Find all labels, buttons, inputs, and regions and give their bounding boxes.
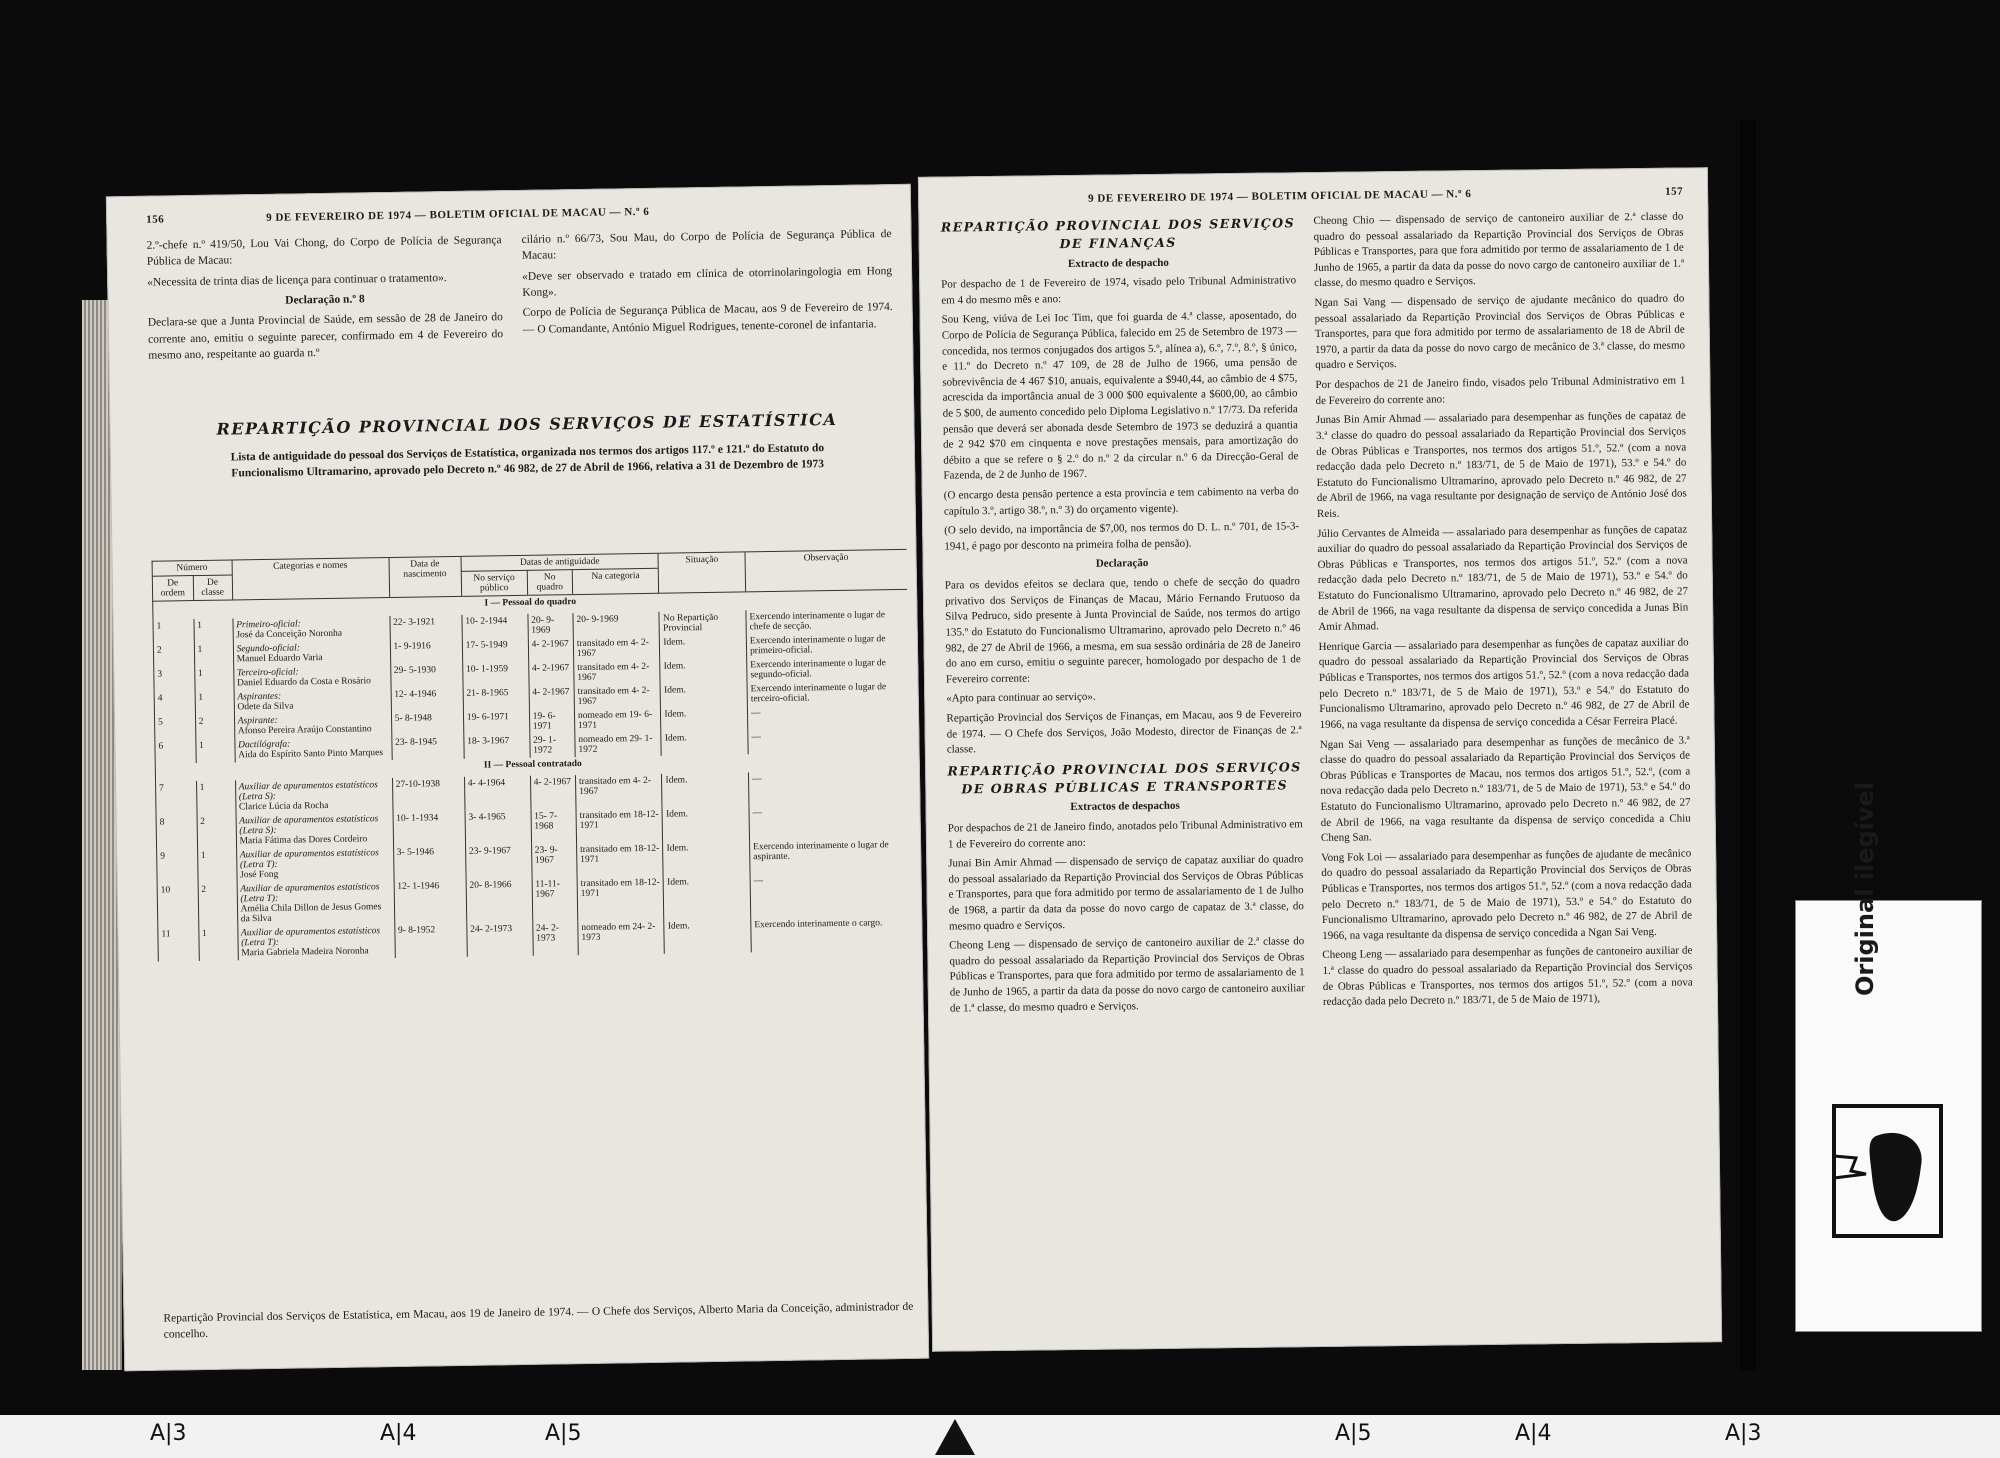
cell-classe: 1 bbox=[198, 926, 238, 961]
cell-observacao: Exercendo interinamente o lugar de chefe de secção. bbox=[746, 608, 908, 635]
col-situacao: Situação bbox=[658, 552, 745, 593]
employee-name: Maria Fátima das Dores Cordeiro bbox=[239, 834, 368, 847]
seniority-table bbox=[152, 549, 913, 962]
cell-situacao: Idem. bbox=[660, 658, 747, 683]
cell-quadro: 15- 7-1968 bbox=[531, 809, 577, 844]
col-servico: No serviço público bbox=[461, 570, 527, 596]
section-label: II — Pessoal contratado bbox=[155, 752, 910, 782]
cell-situacao: Idem. bbox=[660, 682, 747, 707]
category-label: Auxiliar de apuramentos estatísticos (Letra S): bbox=[238, 780, 378, 803]
cell-quadro: 19- 6-1971 bbox=[529, 709, 575, 734]
cell-quadro: 23- 9-1967 bbox=[531, 843, 577, 878]
stat-header: REPARTIÇÃO PROVINCIAL DOS SERVIÇOS DE ESTATÍSTICA bbox=[216, 409, 838, 439]
col-categorias: Categorias e nomes bbox=[232, 557, 390, 599]
cell-nascimento: 23- 8-1945 bbox=[391, 735, 464, 760]
col-nascimento: Data de nascimento bbox=[389, 556, 462, 597]
cell-observacao: — bbox=[750, 872, 912, 919]
cell-situacao: Idem. bbox=[664, 918, 751, 953]
cell-servico: 18- 3-1967 bbox=[464, 734, 530, 759]
cell-nascimento: 29- 5-1930 bbox=[390, 663, 463, 688]
cell-situacao: Idem. bbox=[663, 840, 750, 875]
paragraph: Junai Bin Amir Ahmad — dispensado de serviço de capataz auxiliar do quadro do pessoal assalariado da Repartição Provincial dos Serviços de Obras Públicas e Transportes, para que fora admitido por termo de assalariamento de 1 de Julho de 1968, a partir da data da posse do novo cargo de capataz de 3.ª classe, do mesmo quadro e Serviços. bbox=[948, 853, 1304, 933]
paragraph: Junas Bin Amir Ahmad — assalariado para desempenhar as funções de capataz de 3.ª classe do quadro do pessoal assalariado da Repartição Provincial dos Serviços de Obras Públicas e Transportes, nos termos dos artigos 51.º, 52.º (com a nova redacção dada pelo Decreto n.º 183/71, de 5 de Maio de 1971), 53.º e 54.º do Estatuto do Funcionalismo Ultramarino, aprovado pelo Decreto n.º 46 982, de 27 de Abril de 1966, na vaga resultante por designação de serviço de António José dos Reis. bbox=[1315, 409, 1687, 520]
cell-ordem: 7 bbox=[156, 781, 197, 816]
cell-nascimento: 12- 1-1946 bbox=[394, 879, 467, 924]
cell-category bbox=[234, 736, 391, 762]
extracts-title: Extractos de despachos bbox=[1070, 799, 1180, 814]
left-col-1 bbox=[146, 232, 503, 368]
cell-observacao: — bbox=[748, 770, 910, 807]
category-label: Aspirante: bbox=[237, 715, 278, 727]
cell-servico: 3- 4-1965 bbox=[465, 810, 531, 845]
paragraph: Para os devidos efeitos se declara que, tendo o chefe de secção do quadro privativo dos Serviços de Finanças de Macau, Mário Fernando Frutuoso da Silva Pedruco, sido presente à Junta Provincial de Saúde, nos termos do artigo 135.º do Estatuto do Funcionalismo Ultramarino, aprovado pelo Decreto n.º 46 982, de 27 de Abril de 1966, a mesma, em sua sessão ordinária de 28 de Janeiro do ano em curso, emitiu o seguinte parecer, homologado por despacho de 1 de Fevereiro corrente: bbox=[944, 575, 1301, 686]
right-col-1 bbox=[940, 214, 1305, 1020]
cell-observacao: Exercendo interinamente o lugar de primeiro-oficial. bbox=[746, 632, 908, 659]
cell-nascimento: 5- 8-1948 bbox=[391, 711, 464, 736]
cell-nascimento: 10- 1-1934 bbox=[393, 811, 466, 846]
category-label: Segundo-oficial: bbox=[236, 643, 300, 655]
strip-mark: A|5 bbox=[545, 1421, 582, 1446]
cell-ordem: 11 bbox=[158, 927, 199, 962]
cell-quadro: 4- 2-1967 bbox=[530, 775, 576, 810]
section-label: I — Pessoal do quadro bbox=[153, 589, 908, 619]
strip-mark: A|4 bbox=[1515, 1421, 1552, 1446]
employee-name: José Fong bbox=[240, 869, 279, 881]
paragraph: Declara-se que a Junta Provincial de Saúde, em sessão de 28 de Janeiro do corrente ano, emitiu o seguinte parecer, confirmado em 4 de Fevereiro do mesmo ano, respeitante ao guarda n.º bbox=[147, 311, 504, 362]
running-head-text: 9 DE FEVEREIRO DE 1974 — BOLETIM OFICIAL DE MACAU — N.º 6 bbox=[1088, 188, 1472, 205]
paragraph: (O encargo desta pensão pertence a esta província e tem cabimento na verba do capítulo 3.º, artigo 38.º, n.º 3) do orçamento vigente). bbox=[943, 485, 1299, 518]
cell-categoria: nomeado em 24- 2-1973 bbox=[578, 920, 665, 955]
cell-classe: 1 bbox=[197, 848, 237, 883]
cell-servico: 23- 9-1967 bbox=[465, 844, 531, 879]
employee-name: Afonso Pereira Araújo Constantino bbox=[237, 724, 372, 737]
cell-quadro: 4- 2-1967 bbox=[528, 637, 574, 662]
cell-situacao: No Repartição Provincial bbox=[659, 610, 746, 635]
cell-category bbox=[233, 640, 390, 666]
cell-classe: 1 bbox=[195, 690, 234, 715]
cell-categoria: transitado em 4- 2-1967 bbox=[575, 774, 662, 809]
paragraph: Ngan Sai Veng — assalariado para desempenhar as funções de mecânico de 3.ª classe do quadro do pessoal assalariado da Repartição Provincial dos Serviços de Obras Públicas e Transportes de Macau, nos termos dos artigos 51.º, 52.º, (com a nova redacção dada pelo Decreto n.º 183/71, de 5 de Maio de 1971), 53.º e 54.º do Estatuto do Funcionalismo Ultramarino, aprovado pelo Decreto n.º 46 982, de 27 de Abril de 1966, na vaga resultante da dispensa de serviço concedida a Chiu Cheng San. bbox=[1319, 733, 1691, 845]
finance-header: REPARTIÇÃO PROVINCIAL DOS SERVIÇOS DE FINANÇAS bbox=[940, 215, 1296, 251]
col-de-classe: De classe bbox=[193, 575, 232, 601]
cell-observacao: Exercendo interinamente o cargo. bbox=[751, 916, 913, 953]
cell-ordem: 5 bbox=[154, 715, 195, 740]
cell-category bbox=[237, 924, 395, 960]
paragraph: Cheong Chio — dispensado de serviço de cantoneiro auxiliar de 2.ª classe do quadro do pessoal assalariado da Repartição Provincial dos Serviços de Obras Públicas e Transportes, para que fora admitido por termo de assalariamento de 1 de Junho de 1965, a partir da data da posse do novo cargo de cantoneiro auxiliar de 1.ª classe, do mesmo quadro e Serviços. bbox=[1313, 210, 1685, 290]
category-label: Auxiliar de apuramentos estatísticos (Letra T): bbox=[239, 848, 379, 871]
cell-ordem: 1 bbox=[153, 619, 194, 644]
extract-title: Extracto de despacho bbox=[1067, 256, 1169, 270]
paragraph: Ngan Sai Vang — dispensado de serviço de ajudante mecânico do quadro do pessoal assalariado da Repartição Provincial dos Serviços de Obras Públicas e Transportes, para que fora admitido por termo de assalariamento de 18 de Abril de 1970, a partir da data da posse do novo cargo de mecânico de 3.ª classe, do mesmo quadro e Serviços. bbox=[1314, 292, 1686, 372]
employee-name: Clarice Lúcia da Rocha bbox=[238, 800, 329, 813]
cell-category bbox=[235, 778, 393, 814]
paragraph: Sou Keng, viúva de Lei Ioc Tim, que foi guarda de 4.ª classe, aposentado, do Corpo de Polícia de Segurança Pública, falecido em 25 de Setembro de 1973 — concedida, nos termos conjugados dos artigos 5.º, alínea a), 6.º, 7.º, 8.º, § único, e 11.º do Decreto n.º 47 109, de 28 de Julho de 1966, uma pensão de sobrevivência de 4 467 $10, anuais, equivalente a $940,44, ao câmbio de 4 $75, acrescida da importância anual de 3 000 $00 equivalente a $600,00, ao câmbio de 5 $00, de aumento concedido pelo Diploma Legislativo n.º 17/73. Da referida pensão que deverá ser abonada desde Setembro de 1973 se deduzirá a quantia de 2 942 $70 em cinquenta e nove prestações mensais, para amortização do débito a que se refere o § 2.º do n.º 2 da circular n.º 6 da Direcção-Geral de Fazenda, de 2 de Junho de 1967. bbox=[941, 309, 1299, 482]
cell-category bbox=[237, 880, 395, 926]
cell-categoria: transitado em 18-12-1971 bbox=[576, 808, 663, 843]
cell-ordem: 3 bbox=[154, 667, 195, 692]
category-label: Auxiliar de apuramentos estatísticos (Letra T): bbox=[240, 926, 381, 949]
paragraph: Por despachos de 21 de Janeiro findo, visados pelo Tribunal Administrativo em 1 de Fevereiro do corrente ano: bbox=[1315, 374, 1686, 407]
left-page bbox=[106, 184, 929, 1371]
cell-category bbox=[233, 616, 390, 642]
cell-servico: 19- 6-1971 bbox=[463, 710, 529, 735]
cell-situacao: Idem. bbox=[661, 730, 748, 755]
illegible-stamp bbox=[1795, 781, 1982, 1332]
cell-classe: 2 bbox=[198, 882, 238, 927]
cell-situacao: Idem. bbox=[664, 874, 751, 919]
cell-servico: 21- 8-1965 bbox=[463, 686, 529, 711]
running-head bbox=[146, 202, 886, 226]
employee-name: Manuel Eduardo Varia bbox=[236, 653, 323, 665]
table-body bbox=[153, 589, 913, 961]
cell-observacao: Exercendo interinamente o lugar de terceiro-oficial. bbox=[747, 680, 909, 707]
cell-category bbox=[234, 688, 391, 714]
cell-categoria: transitado em 4- 2-1967 bbox=[574, 660, 661, 685]
paragraph: Por despacho de 1 de Fevereiro de 1974, visado pelo Tribunal Administrativo em 4 do mesmo mês e ano: bbox=[941, 274, 1297, 307]
right-page bbox=[918, 167, 1722, 1352]
paragraph: Cheong Leng — dispensado de serviço de cantoneiro auxiliar de 2.ª classe do quadro do pessoal assalariado da Repartição Provincial dos Serviços de Obras Públicas e Transportes, para que fora admitido por termo de assalariamento de 1 de Junho de 1965, a partir da data da posse do novo cargo de cantoneiro auxiliar de 1.ª classe, do mesmo quadro e Serviços. bbox=[949, 935, 1305, 1015]
cell-categoria: transitado em 4- 2-1967 bbox=[573, 636, 660, 661]
cell-classe: 1 bbox=[196, 780, 236, 815]
category-label: Dactilógrafa: bbox=[237, 739, 291, 751]
cell-ordem: 10 bbox=[157, 883, 198, 928]
cell-category bbox=[236, 846, 394, 882]
page-number: 157 bbox=[1665, 185, 1684, 198]
running-head bbox=[958, 185, 1684, 205]
col-categoria: Na categoria bbox=[572, 568, 659, 594]
cell-quadro: 4- 2-1967 bbox=[529, 685, 575, 710]
paragraph: cilário n.º 66/73, Sou Mau, do Corpo de Polícia de Segurança Pública de Macau: bbox=[521, 228, 892, 263]
running-head-text: 9 DE FEVEREIRO DE 1974 — BOLETIM OFICIAL DE MACAU — N.º 6 bbox=[266, 205, 650, 224]
torn-page-icon bbox=[1826, 1096, 1951, 1246]
strip-mark: A|3 bbox=[150, 1421, 187, 1446]
cell-nascimento: 1- 9-1916 bbox=[390, 639, 463, 664]
cell-situacao: Idem. bbox=[662, 806, 749, 841]
quote: «Apto para continuar ao serviço». bbox=[946, 691, 1096, 705]
cell-situacao: Idem. bbox=[661, 706, 748, 731]
binding-shadow bbox=[1740, 120, 1756, 1370]
right-col-2 bbox=[1313, 210, 1693, 1015]
cell-ordem: 8 bbox=[156, 815, 197, 850]
col-de-ordem: De ordem bbox=[152, 576, 193, 602]
cell-servico: 20- 8-1966 bbox=[466, 878, 533, 923]
cell-nascimento: 12- 4-1946 bbox=[391, 687, 464, 712]
left-footer: Repartição Provincial dos Serviços de Estatística, em Macau, aos 19 de Janeiro de 1974. — O Chefe dos Serviços, Alberto Maria da Conceição, administrador de concelho. bbox=[163, 1300, 914, 1341]
cell-nascimento: 9- 8-1952 bbox=[394, 923, 467, 958]
cell-observacao: Exercendo interinamente o lugar de segundo-oficial. bbox=[747, 656, 909, 683]
registration-triangle-icon bbox=[930, 1417, 980, 1457]
paragraph: (O selo devido, na importância de $7,00, nos termos do D. L. n.º 701, de 15-3-1941, é pago por desconto na primeira folha de pensão). bbox=[944, 520, 1300, 553]
paragraph: Júlio Cervantes de Almeida — assalariado para desempenhar as funções de capataz auxiliar do quadro do pessoal assalariado da Repartição Provincial dos Serviços de Obras Públicas e Transportes, nos termos dos artigos 51.º, 52.º (com a nova redacção dada pelo Decreto n.º 183/71, de 5 de Maio de 1971), 53.º e 54.º do Estatuto do Funcionalismo Ultramarino, aprovado pelo Decreto n.º 46 982, de 27 de Abril de 1966, na vaga resultante da dispensa de serviço concedida a Junas Bin Amir Ahmad. bbox=[1317, 523, 1689, 634]
cell-observacao: — bbox=[749, 804, 911, 841]
cell-quadro: 4- 2-1967 bbox=[528, 661, 574, 686]
strip-mark: A|3 bbox=[1725, 1421, 1762, 1446]
cell-classe: 1 bbox=[194, 618, 233, 643]
cell-nascimento: 3- 5-1946 bbox=[393, 845, 466, 880]
paragraph: Por despachos de 21 de Janeiro findo, anotados pelo Tribunal Administrativo em 1 de Fevereiro do corrente ano: bbox=[947, 818, 1303, 851]
left-col-2 bbox=[521, 226, 893, 342]
decl-title: Declaração bbox=[1095, 557, 1149, 571]
category-label: Aspirantes: bbox=[237, 691, 282, 703]
employee-name: Daniel Eduardo da Costa e Rosário bbox=[237, 676, 371, 689]
employee-name: José da Conceição Noronha bbox=[236, 628, 343, 641]
cell-category bbox=[234, 712, 391, 738]
cell-situacao: Idem. bbox=[662, 772, 749, 807]
stat-subtitle: Lista de antiguidade do pessoal dos Serviços de Estatística, organizada nos termos dos artigos 117.º e 121.º do Estatuto do Funcionalismo Ultramarino, aprovado pelo Decreto n.º 46 982, de 27 de Abril de 1966, relativa a 31 de Dezembro de 1973 bbox=[230, 442, 825, 480]
cell-observacao: — bbox=[747, 704, 909, 731]
cell-observacao: — bbox=[748, 728, 910, 755]
col-datas: Datas de antiguidade bbox=[461, 553, 659, 571]
page-number: 156 bbox=[146, 213, 165, 226]
cell-categoria: 20- 9-1969 bbox=[573, 612, 660, 637]
col-observacao: Observação bbox=[745, 549, 907, 592]
col-numero: Número bbox=[152, 560, 232, 576]
public-works-header: REPARTIÇÃO PROVINCIAL DOS SERVIÇOS DE OBRAS PÚBLICAS E TRANSPORTES bbox=[947, 759, 1302, 796]
cell-servico: 17- 5-1949 bbox=[462, 638, 528, 663]
cell-categoria: transitado em 4- 2-1967 bbox=[574, 684, 661, 709]
cell-servico: 10- 2-1944 bbox=[462, 614, 528, 639]
cell-ordem: 2 bbox=[153, 643, 194, 668]
cell-categoria: transitado em 18-12-1971 bbox=[576, 842, 663, 877]
paragraph: Vong Fok Loi — assalariado para desempenhar as funções de ajudante de mecânico do quadro do pessoal assalariado da Repartição Provincial dos Serviços de Obras Públicas e Transportes, nos termos dos artigos 51.º, 52.º (com a nova redacção dada pelo Decreto n.º 183/71, de 5 de Maio de 1971), 53.º e 54.º do Estatuto do Funcionalismo Ultramarino, aprovado pelo Decreto n.º 46 982, de 27 de Abril de 1966, na vaga resultante da dispensa de serviço concedida a Ngan Sai Veng. bbox=[1321, 847, 1693, 942]
register-strip bbox=[0, 1415, 2000, 1458]
cell-servico: 24- 2-1973 bbox=[467, 922, 533, 957]
cell-ordem: 6 bbox=[155, 739, 196, 764]
cell-nascimento: 27-10-1938 bbox=[392, 777, 465, 812]
cell-situacao: Idem. bbox=[660, 634, 747, 659]
cell-ordem: 4 bbox=[154, 691, 195, 716]
quote: «Deve ser observado e tratado em clínica de otorrinolaringologia em Hong Kong». bbox=[522, 264, 893, 299]
employee-name: Odete da Silva bbox=[237, 701, 294, 713]
cell-servico: 10- 1-1959 bbox=[462, 662, 528, 687]
signature-paragraph: Repartição Provincial dos Serviços de Finanças, em Macau, aos 9 de Fevereiro de 1974. — O Chefe dos Serviços, João Modesto, director de Finanças de 2.ª classe. bbox=[946, 708, 1302, 756]
cell-classe: 1 bbox=[195, 738, 234, 763]
category-label: Terceiro-oficial: bbox=[236, 667, 299, 679]
cell-quadro: 11-11-1967 bbox=[532, 877, 578, 922]
employee-name: Maria Gabriela Madeira Noronha bbox=[241, 946, 369, 959]
cell-classe: 1 bbox=[194, 642, 233, 667]
paragraph: 2.º-chefe n.º 419/50, Lou Vai Chong, do Corpo de Polícia de Segurança Pública de Macau: bbox=[146, 234, 502, 269]
cell-nascimento: 22- 3-1921 bbox=[390, 615, 463, 640]
cell-quadro: 20- 9-1969 bbox=[528, 613, 574, 638]
strip-mark: A|5 bbox=[1335, 1421, 1372, 1446]
paragraph: Henrique Garcia — assalariado para desempenhar as funções de capataz auxiliar do quadro do pessoal assalariado da Repartição Provincial dos Serviços de Obras Públicas e Transportes, nos termos dos artigos 51.º, 52.º (com a nova redacção dada pelo Decreto n.º 183/71, de 5 de Maio de 1971), 53.º e 54.º do Estatuto do Funcionalismo Ultramarino, aprovado pelo Decreto n.º 46 982, de 27 de Abril de 1966, na vaga resultante da dispensa de serviço concedida a César Ferreira Placé. bbox=[1318, 636, 1690, 731]
category-label: Auxiliar de apuramentos estatísticos (Letra T): bbox=[240, 882, 380, 905]
cell-category bbox=[233, 664, 390, 690]
employee-name: Amélia Chila Dillon de Jesus Gomes da Silva bbox=[240, 902, 382, 925]
col-quadro: No quadro bbox=[527, 570, 573, 596]
signature-paragraph: Corpo de Polícia de Segurança Pública de Macau, aos 9 de Fevereiro de 1974. — O Comandante, António Miguel Rodrigues, tenente-coronel de infantaria. bbox=[522, 301, 893, 336]
cell-ordem: 9 bbox=[157, 849, 198, 884]
cell-classe: 2 bbox=[195, 714, 234, 739]
employee-name: Aida do Espírito Santo Pinto Marques bbox=[238, 748, 384, 761]
quote: «Necessita de trinta dias de licença para continuar o tratamento». bbox=[147, 271, 447, 289]
cell-observacao: Exercendo interinamente o lugar de aspirante. bbox=[750, 838, 912, 875]
category-label: Primeiro-oficial: bbox=[236, 619, 301, 631]
cell-servico: 4- 4-1964 bbox=[464, 776, 530, 811]
category-label: Auxiliar de apuramentos estatísticos (Letra S): bbox=[239, 814, 379, 837]
strip-mark: A|4 bbox=[380, 1421, 417, 1446]
paragraph: Cheong Leng — assalariado para desempenhar as funções de cantoneiro auxiliar de 1.ª classe do quadro do pessoal assalariado da Repartição Provincial dos Serviços de Obras Públicas e Transportes, nos termos dos artigos 51.º, 52.º (com a nova redacção dada pelo Decreto n.º 183/71, de 5 de Maio de 1971), bbox=[1322, 944, 1693, 1009]
cell-categoria: nomeado em 19- 6-1971 bbox=[574, 708, 661, 733]
cell-classe: 1 bbox=[194, 666, 233, 691]
cell-quadro: 24- 2-1973 bbox=[532, 921, 578, 956]
decl-title: Declaração n.º 8 bbox=[285, 293, 365, 307]
stamp-text: Original ilegível bbox=[1851, 781, 1879, 996]
cell-categoria: nomeado em 29- 1-1972 bbox=[575, 732, 662, 757]
cell-category bbox=[236, 812, 394, 848]
cell-categoria: transitado em 18-12-1971 bbox=[577, 876, 664, 921]
cell-classe: 2 bbox=[197, 814, 237, 849]
cell-quadro: 29- 1-1972 bbox=[529, 733, 575, 758]
